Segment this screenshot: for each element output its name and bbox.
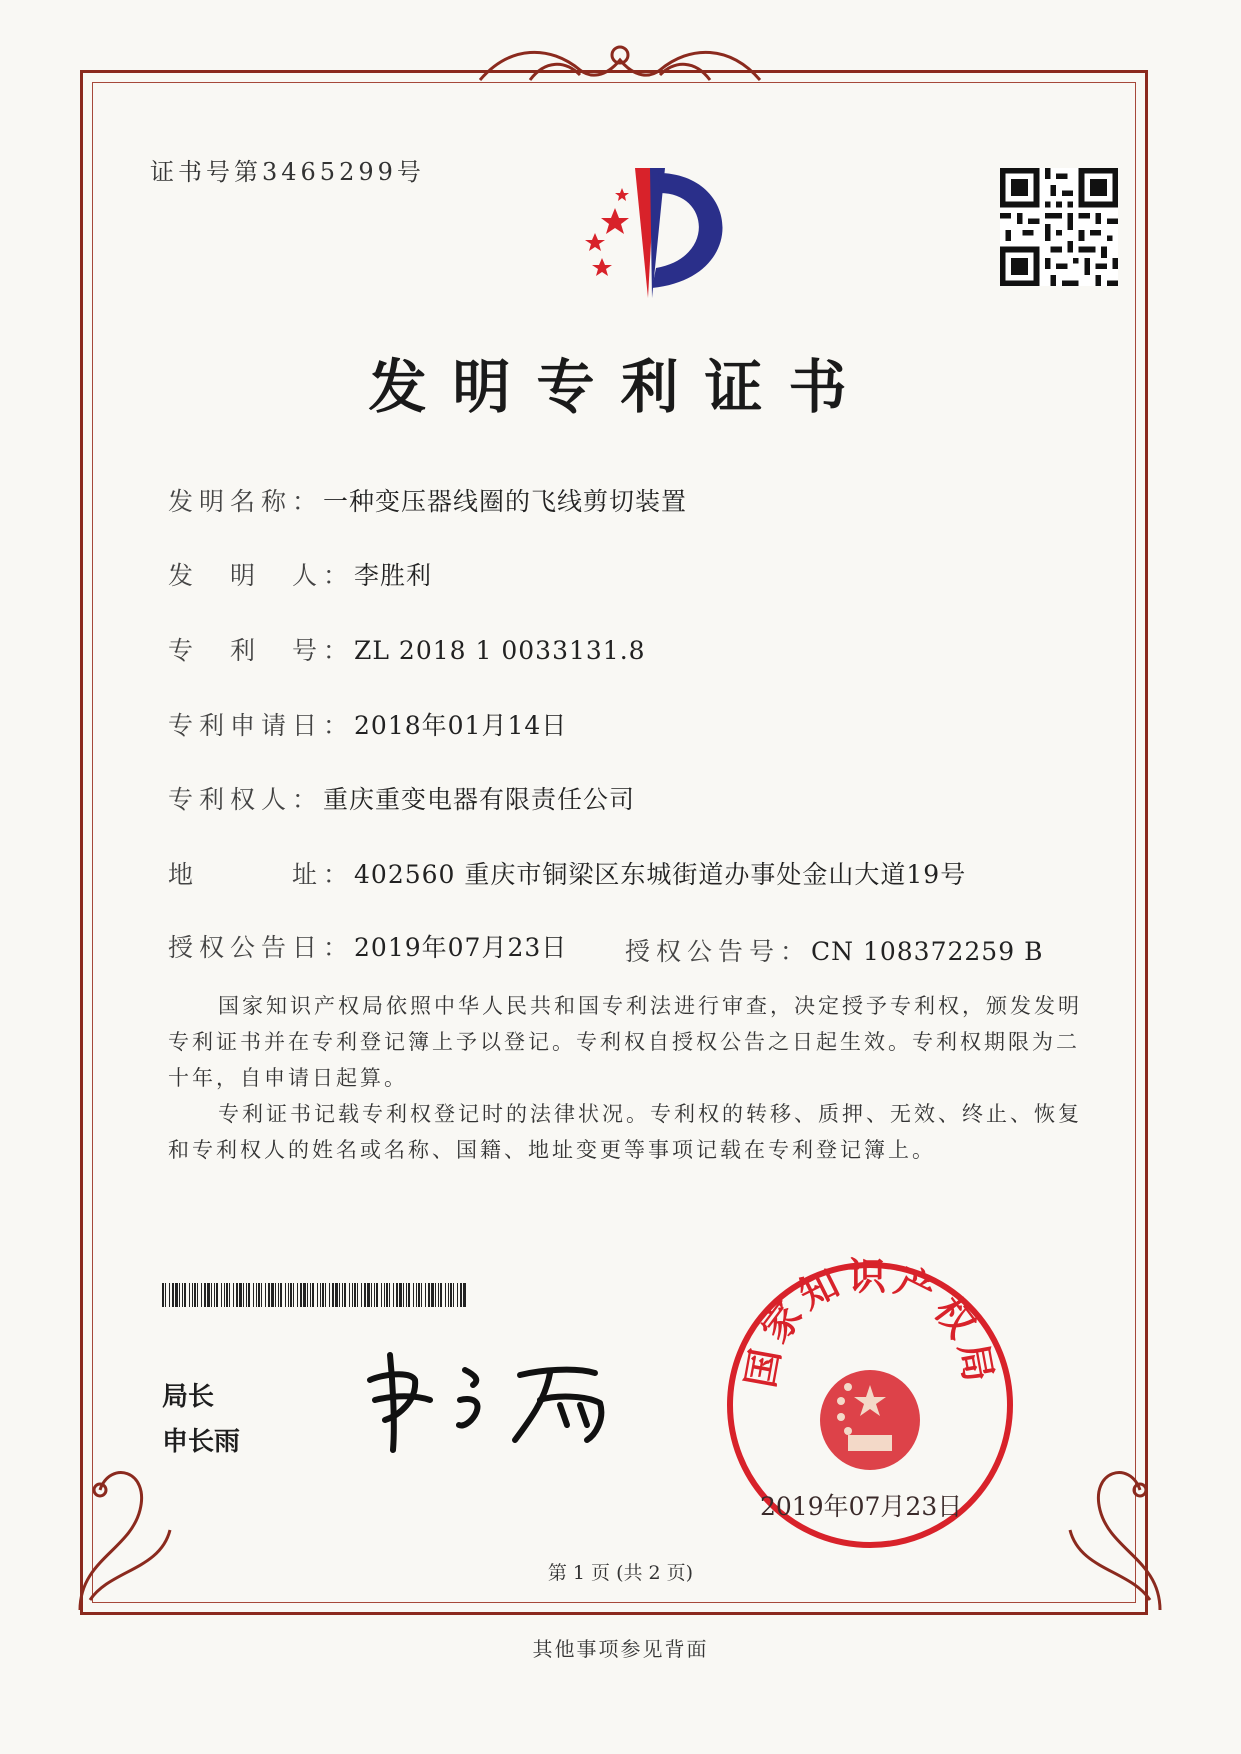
- field-value: 李胜利: [354, 561, 433, 590]
- seal-text: 国家知识产权局: [738, 1255, 1002, 1391]
- qr-code-icon: [1000, 168, 1118, 286]
- page-indicator: 第 1 页 (共 2 页): [547, 1562, 694, 1584]
- field-label: 授权公告号：: [625, 937, 812, 966]
- seal-date: 2019年07月23日: [760, 1492, 963, 1521]
- field-grant-date: [168, 928, 567, 964]
- field-label: 发明名称：: [168, 487, 324, 516]
- field-inventor: [168, 556, 432, 592]
- field-value: 2018年01月14日: [354, 711, 568, 740]
- footer-note: 其他事项参见背面: [532, 1637, 709, 1661]
- cnipa-logo-icon: [540, 158, 740, 308]
- bottom-right-ornament-icon: [1050, 1420, 1170, 1620]
- page-title: 发明专利证书: [368, 353, 873, 421]
- field-value: ZL 2018 1 0033131.8: [354, 636, 646, 665]
- field-label: 发 明 人：: [168, 561, 355, 590]
- field-label: 专利权人：: [168, 785, 324, 814]
- field-label: 专 利 号：: [168, 636, 355, 665]
- field-address: [168, 855, 966, 891]
- field-value: 2019年07月23日: [354, 933, 568, 962]
- director-name: 申长雨: [162, 1427, 241, 1457]
- field-value: 402560 重庆市铜梁区东城街道办事处金山大道19号: [354, 860, 967, 889]
- top-ornament-icon: [470, 40, 770, 90]
- director-title: 局长: [162, 1382, 215, 1412]
- field-label: 地 址：: [168, 860, 355, 889]
- field-label: 专利申请日：: [168, 711, 355, 740]
- field-value: 一种变压器线圈的飞线剪切装置: [323, 487, 688, 516]
- field-invention-name: [168, 482, 687, 518]
- barcode-icon: [162, 1283, 467, 1307]
- field-application-date: [168, 706, 567, 742]
- field-patent-number: [168, 631, 646, 667]
- paragraph-legal-status: 专利证书记载专利权登记时的法律状况。专利权的转移、质押、无效、终止、恢复和专利权人的姓名或名称、国籍、地址变更等事项记载在专利登记簿上。: [168, 1102, 1082, 1162]
- field-patentee: [168, 780, 635, 816]
- field-value: 重庆重变电器有限责任公司: [323, 785, 636, 814]
- field-label: 授权公告日：: [168, 933, 355, 962]
- signature-icon: [355, 1345, 625, 1455]
- certificate-number: 证书号第3465299号: [150, 158, 425, 186]
- paragraph-grant-statement: 国家知识产权局依照中华人民共和国专利法进行审查，决定授予专利权，颁发发明专利证书并在专利登记簿上予以登记。专利权自授权公告之日起生效。专利权期限为二十年，自申请日起算。: [168, 994, 1082, 1090]
- field-value: CN 108372259 B: [811, 937, 1044, 966]
- field-grant-publication-number: [625, 932, 1043, 968]
